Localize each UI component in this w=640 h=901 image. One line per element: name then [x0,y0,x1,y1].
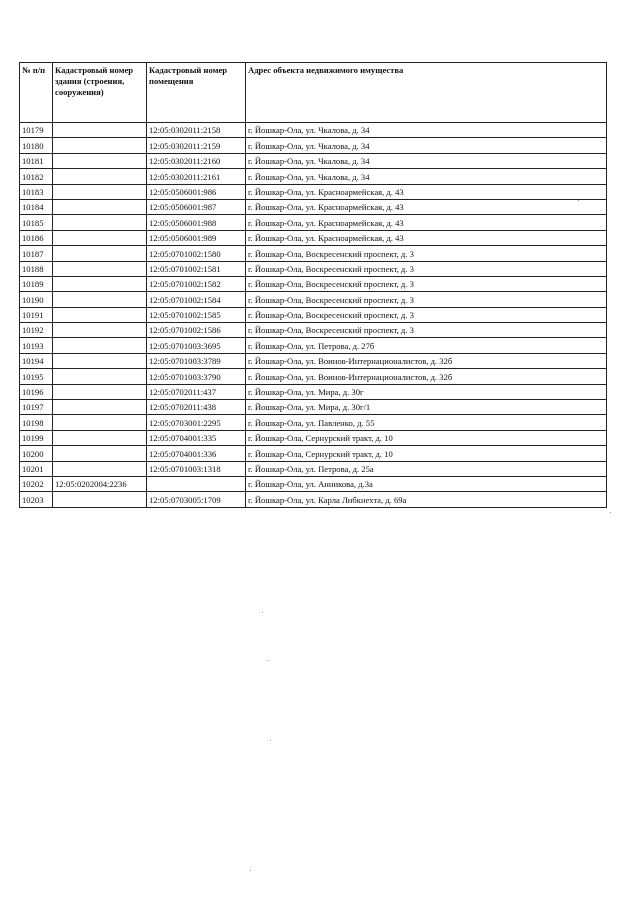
premises-cadastral-number-cell: 12:05:0701002:1582 [147,276,246,291]
address-cell: г. Йошкар-Ола, ул. Воинов-Интернационалистов, д. 32б [246,353,607,368]
header-building-cadastral-number: Кадастровый номер здания (строения, сооружения) [53,63,147,123]
row-number-cell: 10192 [20,323,53,338]
row-number-cell: 10187 [20,246,53,261]
row-number-cell: 10183 [20,184,53,199]
row-number-cell: 10182 [20,169,53,184]
address-cell: г. Йошкар-Ола, ул. Воинов-Интернационалистов, д. 32б [246,369,607,384]
building-cadastral-number-cell [53,430,147,445]
row-number-cell: 10181 [20,153,53,168]
scan-speck [262,612,263,613]
address-cell: г. Йошкар-Ола, ул. Красноармейская, д. 43 [246,184,607,199]
table-row [20,323,607,338]
row-number-cell: 10179 [20,123,53,138]
address-cell: г. Йошкар-Ола, ул. Чкалова, д. 34 [246,153,607,168]
table-header [20,63,607,123]
table-row [20,261,607,276]
premises-cadastral-number-cell: 12:05:0701003:1318 [147,461,246,476]
premises-cadastral-number-cell: 12:05:0506001:986 [147,184,246,199]
address-cell: г. Йошкар-Ола, Сернурский тракт, д. 10 [246,430,607,445]
premises-cadastral-number-cell: 12:05:0506001:988 [147,215,246,230]
address-cell: г. Йошкар-Ола, ул. Анникова, д.3а [246,476,607,491]
building-cadastral-number-cell [53,492,147,507]
table-row [20,430,607,445]
header-row [20,63,607,123]
premises-cadastral-number-cell: 12:05:0704001:335 [147,430,246,445]
premises-cadastral-number-cell: 12:05:0701002:1581 [147,261,246,276]
table-row [20,492,607,507]
row-number-cell: 10191 [20,307,53,322]
row-number-cell: 10184 [20,199,53,214]
address-cell: г. Йошкар-Ола, ул. Карла Либкнехта, д. 69а [246,492,607,507]
premises-cadastral-number-cell: 12:05:0701002:1586 [147,323,246,338]
building-cadastral-number-cell [53,123,147,138]
building-cadastral-number-cell [53,261,147,276]
address-cell: г. Йошкар-Ола, Воскресенский проспект, д. 3 [246,307,607,322]
table-row [20,415,607,430]
row-number-cell: 10186 [20,230,53,245]
table-row [20,338,607,353]
premises-cadastral-number-cell: 12:05:0302011:2160 [147,153,246,168]
building-cadastral-number-cell [53,199,147,214]
table-row [20,276,607,291]
row-number-cell: 10188 [20,261,53,276]
premises-cadastral-number-cell: 12:05:0701003:3789 [147,353,246,368]
row-number-cell: 10189 [20,276,53,291]
address-cell: г. Йошкар-Ола, Воскресенский проспект, д. 3 [246,292,607,307]
row-number-cell: 10200 [20,446,53,461]
building-cadastral-number-cell [53,276,147,291]
address-cell: г. Йошкар-Ола, ул. Павленко, д. 55 [246,415,607,430]
premises-cadastral-number-cell: 12:05:0701002:1580 [147,246,246,261]
scan-speck [250,870,251,871]
property-registry-table [19,62,607,508]
address-cell: г. Йошкар-Ола, Сернурский тракт, д. 10 [246,446,607,461]
table-row [20,369,607,384]
table-row [20,199,607,214]
table-row [20,169,607,184]
row-number-cell: 10190 [20,292,53,307]
row-number-cell: 10180 [20,138,53,153]
table-row [20,123,607,138]
building-cadastral-number-cell [53,369,147,384]
address-cell: г. Йошкар-Ола, ул. Красноармейская, д. 43 [246,199,607,214]
building-cadastral-number-cell [53,246,147,261]
building-cadastral-number-cell [53,415,147,430]
building-cadastral-number-cell [53,215,147,230]
premises-cadastral-number-cell: 12:05:0302011:2158 [147,123,246,138]
premises-cadastral-number-cell: 12:05:0703005:1709 [147,492,246,507]
address-cell: г. Йошкар-Ола, Воскресенский проспект, д. 3 [246,323,607,338]
building-cadastral-number-cell [53,338,147,353]
table-body [20,123,607,508]
building-cadastral-number-cell [53,353,147,368]
building-cadastral-number-cell [53,400,147,415]
building-cadastral-number-cell [53,230,147,245]
table-row [20,353,607,368]
premises-cadastral-number-cell: 12:05:0703001:2295 [147,415,246,430]
row-number-cell: 10185 [20,215,53,230]
header-address: Адрес объекта недвижимого имущества [246,63,607,123]
address-cell: г. Йошкар-Ола, ул. Чкалова, д. 34 [246,123,607,138]
address-cell: г. Йошкар-Ола, ул. Красноармейская, д. 43 [246,215,607,230]
building-cadastral-number-cell [53,461,147,476]
building-cadastral-number-cell [53,184,147,199]
address-cell: г. Йошкар-Ола, ул. Мира, д. 30г/1 [246,400,607,415]
address-cell: г. Йошкар-Ола, Воскресенский проспект, д. 3 [246,246,607,261]
table-row [20,446,607,461]
building-cadastral-number-cell [53,307,147,322]
building-cadastral-number-cell: 12:05:0202004:2236 [53,476,147,491]
premises-cadastral-number-cell: 12:05:0506001:987 [147,199,246,214]
address-cell: г. Йошкар-Ола, ул. Красноармейская, д. 43 [246,230,607,245]
address-cell: г. Йошкар-Ола, ул. Мира, д. 30г [246,384,607,399]
address-cell: г. Йошкар-Ола, ул. Петрова, д. 25а [246,461,607,476]
table-row [20,400,607,415]
row-number-cell: 10197 [20,400,53,415]
row-number-cell: 10203 [20,492,53,507]
table-row [20,307,607,322]
premises-cadastral-number-cell: 12:05:0702011:437 [147,384,246,399]
row-number-cell: 10199 [20,430,53,445]
header-number: № п/п [20,63,53,123]
building-cadastral-number-cell [53,153,147,168]
premises-cadastral-number-cell [147,476,246,491]
address-cell: г. Йошкар-Ола, Воскресенский проспект, д. 3 [246,261,607,276]
table-row [20,230,607,245]
premises-cadastral-number-cell: 12:05:0701002:1585 [147,307,246,322]
building-cadastral-number-cell [53,384,147,399]
table-row [20,461,607,476]
table-row [20,246,607,261]
premises-cadastral-number-cell: 12:05:0506001:989 [147,230,246,245]
premises-cadastral-number-cell: 12:05:0302011:2161 [147,169,246,184]
table-row [20,476,607,491]
scan-speck [578,200,579,201]
address-cell: г. Йошкар-Ола, ул. Чкалова, д. 34 [246,169,607,184]
row-number-cell: 10202 [20,476,53,491]
building-cadastral-number-cell [53,292,147,307]
scan-speck [268,660,269,661]
building-cadastral-number-cell [53,323,147,338]
row-number-cell: 10193 [20,338,53,353]
premises-cadastral-number-cell: 12:05:0302011:2159 [147,138,246,153]
premises-cadastral-number-cell: 12:05:0701002:1584 [147,292,246,307]
row-number-cell: 10196 [20,384,53,399]
premises-cadastral-number-cell: 12:05:0704001:336 [147,446,246,461]
address-cell: г. Йошкар-Ола, Воскресенский проспект, д. 3 [246,276,607,291]
scan-speck [270,740,271,741]
address-cell: г. Йошкар-Ола, ул. Чкалова, д. 34 [246,138,607,153]
table-row [20,215,607,230]
premises-cadastral-number-cell: 12:05:0701003:3695 [147,338,246,353]
table-row [20,384,607,399]
table-row [20,292,607,307]
building-cadastral-number-cell [53,138,147,153]
address-cell: г. Йошкар-Ола, ул. Петрова, д. 27б [246,338,607,353]
premises-cadastral-number-cell: 12:05:0701003:3790 [147,369,246,384]
scan-speck [610,512,611,513]
header-premises-cadastral-number: Кадастровый номер помещения [147,63,246,123]
row-number-cell: 10194 [20,353,53,368]
table-row [20,184,607,199]
table-row [20,153,607,168]
row-number-cell: 10195 [20,369,53,384]
building-cadastral-number-cell [53,446,147,461]
building-cadastral-number-cell [53,169,147,184]
row-number-cell: 10198 [20,415,53,430]
table-row [20,138,607,153]
row-number-cell: 10201 [20,461,53,476]
premises-cadastral-number-cell: 12:05:0702011:438 [147,400,246,415]
